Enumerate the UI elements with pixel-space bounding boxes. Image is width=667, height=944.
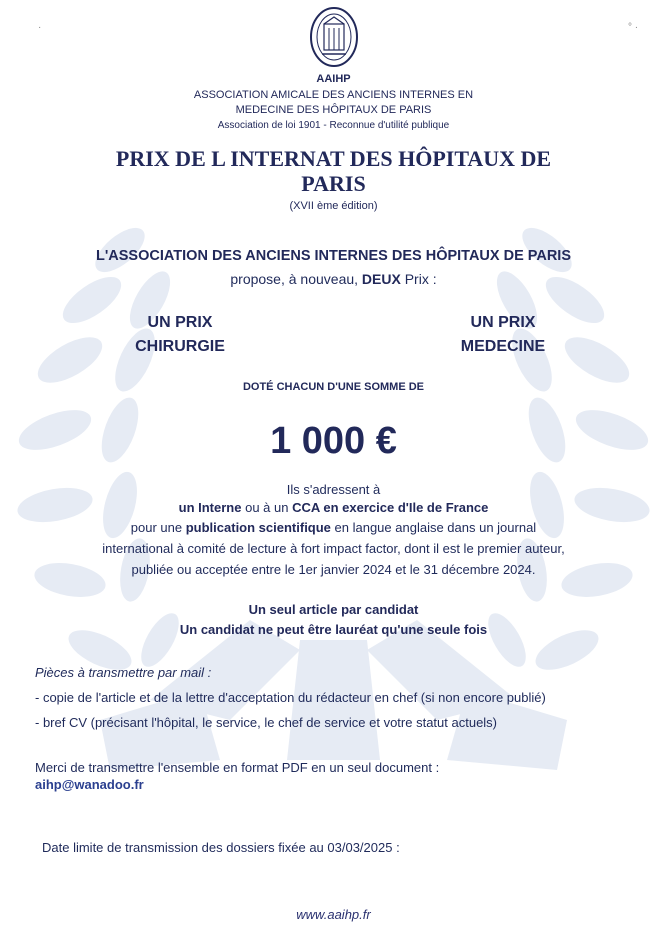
prize-medicine	[428, 311, 578, 359]
corner-mark-left: ·	[38, 22, 42, 33]
association-status: Association de loi 1901 - Reconnue d'utilité publique	[217, 120, 450, 131]
organizer: L'ASSOCIATION DES ANCIENS INTERNES DES HÔPITAUX DE PARIS	[95, 248, 572, 264]
eligibility-line1: Ils s'adressent à	[286, 482, 381, 497]
amount-value: 1 000 €	[270, 420, 397, 462]
prize-surgery	[105, 311, 255, 359]
eligibility-language: en langue anglaise dans un journal	[330, 520, 537, 535]
association-name-line2: MEDECINE DES HÔPITAUX DE PARIS	[235, 104, 432, 116]
prize-medicine-line1: UN PRIX	[470, 314, 536, 331]
page-title-line1: PRIX DE L INTERNAT DES HÔPITAUX DE	[115, 146, 552, 171]
corner-mark-right: ° ·	[628, 22, 639, 33]
document-item-article: - copie de l'article et de la lettre d'acceptation du rédacteur en chef (si non encore publié)	[35, 690, 546, 705]
eligibility-line3	[0, 520, 667, 535]
association-name-line1: ASSOCIATION AMICALE DES ANCIENS INTERNES EN	[193, 89, 474, 101]
contact-email-link[interactable]: aihp@wanadoo.fr	[35, 777, 144, 792]
deadline: Date limite de transmission des dossiers fixée au 03/03/2025 :	[42, 840, 400, 855]
eligibility-intern: un Interne	[178, 500, 242, 515]
page-title-line2: PARIS	[301, 171, 366, 196]
rule-one-win: Un candidat ne peut être lauréat qu'une seule fois	[179, 622, 488, 637]
eligibility-publication: publication scientifique	[185, 520, 331, 535]
website-link[interactable]: www.aaihp.fr	[296, 907, 371, 922]
eligibility-cca: CCA en exercice d'Ile de France	[292, 500, 489, 515]
prize-surgery-line1: UN PRIX	[147, 314, 213, 331]
eligibility-for: pour une	[130, 520, 186, 535]
eligibility-line5: publiée ou acceptée entre le 1er janvier 2024 et le 31 décembre 2024.	[131, 562, 536, 577]
eligibility-or: ou à un	[241, 500, 293, 515]
propose-suffix: Prix :	[400, 271, 437, 287]
acronym: AAIHP	[316, 73, 351, 85]
edition: (XVII ème édition)	[289, 200, 378, 212]
propose-line	[0, 271, 667, 287]
prize-surgery-line2: CHIRURGIE	[135, 338, 225, 355]
amount-label: DOTÉ CHACUN D'UNE SOMME DE	[242, 381, 425, 393]
document-item-cv: - bref CV (précisant l'hôpital, le service, le chef de service et votre statut actuels)	[35, 715, 498, 730]
documents-title: Pièces à transmettre par mail :	[35, 665, 212, 680]
propose-text: propose, à nouveau,	[230, 271, 362, 287]
rule-one-article: Un seul article par candidat	[248, 602, 419, 617]
submission-instructions: Merci de transmettre l'ensemble en format PDF en un seul document :	[35, 760, 440, 775]
eligibility-line2	[0, 500, 667, 515]
aaihp-seal-logo	[309, 6, 359, 68]
propose-count: DEUX	[361, 271, 401, 287]
prize-medicine-line2: MEDECINE	[460, 338, 546, 355]
eligibility-line4: international à comité de lecture à fort impact factor, dont il est le premier auteur,	[102, 541, 565, 556]
